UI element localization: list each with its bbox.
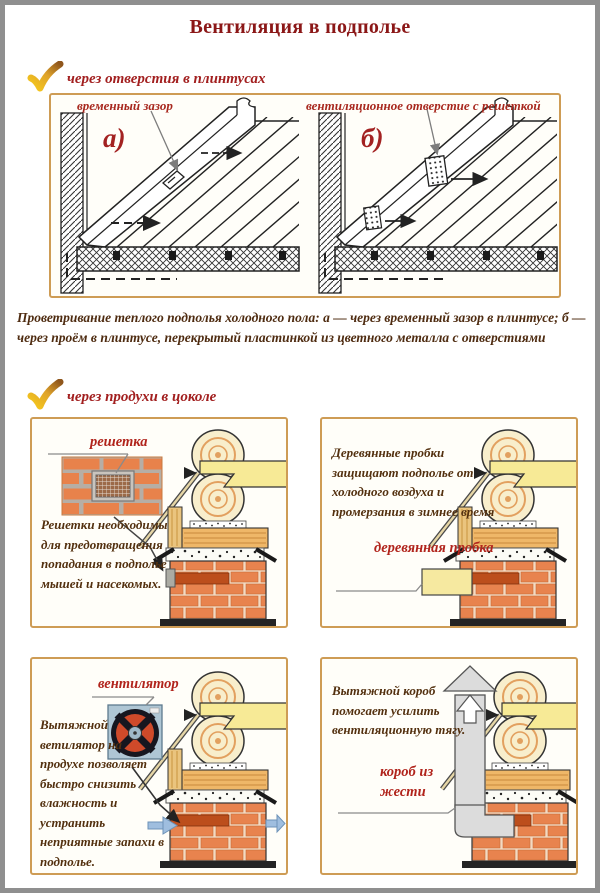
plug-label: деревянная пробка — [374, 540, 494, 556]
grille-label: решетка — [90, 434, 148, 450]
annotation-temporary-gap: временный зазор — [77, 98, 173, 113]
brick-wall-inset — [62, 457, 162, 515]
figure-caption: Проветривание теплого подполья холодного пола: а — через временный зазор в плинтусе; б — через проём в плинтусе, перекрытый пластинкой из цветного металла с отверстиями — [17, 310, 586, 346]
baseboard-diagram-frame — [49, 93, 561, 298]
page-title: Вентиляция в подполье — [189, 16, 411, 38]
annotation-vent-opening: вентиляционное отверстие с решеткой — [306, 98, 541, 113]
panel-fan — [30, 657, 288, 875]
letter-b: б) — [361, 123, 384, 153]
duct-label: короб из жести — [380, 764, 434, 800]
fan-label: вентилятор — [98, 676, 179, 692]
section-plinth-label: через продухи в цоколе — [67, 389, 217, 405]
grille-text: Решетки необходимы для предотвращения попадания в подполье мышей и насекомых. — [41, 517, 168, 591]
checkmark-icon — [27, 61, 65, 95]
panel-grille — [30, 417, 288, 628]
checkmark-icon — [27, 379, 65, 413]
section-baseboard-label: через отверстия в плинтусах — [67, 71, 266, 87]
plug-text: Деревянные пробки защищают подполье от холодного воздуха и промерзания в зимнее время — [332, 445, 495, 519]
letter-a: а) — [103, 123, 126, 153]
duct-text: Вытяжной короб помогает усилить вентиляционную тягу. — [332, 683, 466, 737]
floor-section-drawing — [51, 95, 559, 296]
drawing-variant-b — [319, 98, 559, 293]
fan-text: Вытяжной ветилятор на продухе позволяет быстро снизить влажность и устранить неприятные запахи в подполье. — [40, 717, 165, 869]
panel-duct — [320, 657, 578, 875]
panel-plug — [320, 417, 578, 628]
